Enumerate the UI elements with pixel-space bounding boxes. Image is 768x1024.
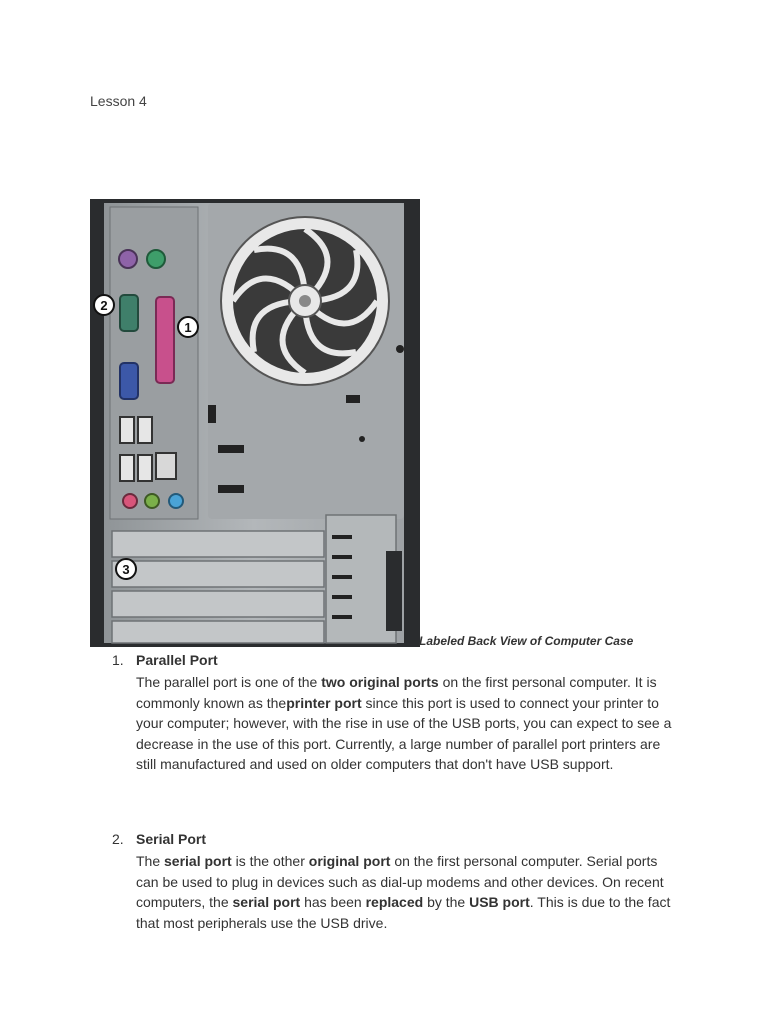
- bold-text: USB port: [469, 894, 530, 910]
- callout-2: [94, 295, 114, 315]
- audio-pink-jack: [123, 494, 137, 508]
- case-slot: [218, 445, 244, 453]
- bold-text: serial port: [164, 853, 232, 869]
- audio-blue-jack: [169, 494, 183, 508]
- page-heading: Lesson 4: [90, 93, 147, 109]
- body-text: on the first personal computer. Serial ports can be used to plug in devices such as dial-up modems and other devices. On recent computers, the: [136, 853, 664, 910]
- figure-caption: Labeled Back View of Computer Case: [419, 634, 634, 648]
- list-item-body: [136, 672, 676, 775]
- body-text: The: [136, 853, 165, 869]
- fan-grille: [221, 217, 389, 385]
- ps2-keyboard-port: [147, 250, 165, 268]
- body-text: by the: [423, 894, 470, 910]
- case-slot: [218, 485, 244, 493]
- bold-text: serial port: [232, 894, 301, 910]
- bold-text: original port: [308, 853, 391, 869]
- body-text: on the first personal computer. It is commonly known as the: [136, 674, 657, 711]
- vga-port: [120, 363, 138, 399]
- bold-text: two original ports: [321, 674, 439, 690]
- case-slot: [346, 395, 360, 403]
- callout-1-label: 1: [184, 320, 192, 335]
- bold-text: printer port: [286, 694, 362, 711]
- callout-1: [178, 317, 198, 337]
- body-text: The parallel port is one of the: [136, 674, 322, 690]
- bold-text: replaced: [365, 894, 424, 910]
- serial-port: [120, 295, 138, 331]
- list-item-number: 1.: [112, 652, 124, 668]
- ps2-mouse-port: [119, 250, 137, 268]
- computer-case-image: [90, 199, 420, 647]
- ethernet-port: [156, 453, 176, 479]
- list-item-title: Serial Port: [136, 831, 207, 847]
- callout-3-label: 3: [122, 562, 130, 577]
- parallel-port: [156, 297, 174, 383]
- usb-port: [138, 417, 152, 443]
- audio-green-jack: [145, 494, 159, 508]
- usb-port: [138, 455, 152, 481]
- list-item-body: [136, 851, 676, 933]
- expansion-slots: [112, 515, 402, 643]
- usb-port: [120, 417, 134, 443]
- case-slot: [208, 405, 216, 423]
- body-text: has been: [300, 894, 366, 910]
- list-item-number: 2.: [112, 831, 124, 847]
- body-text: since this port is used to connect your printer to your computer; however, with the rise in use of the USB ports, you can expect to see a decrease in the use of this port. Currently, a large number of parallel port printers are still manufactured and used on older computers that don't have USB support.: [136, 694, 672, 772]
- callout-2-label: 2: [100, 298, 108, 313]
- usb-port: [120, 455, 134, 481]
- body-text: is the other: [231, 853, 309, 869]
- list-item-title: Parallel Port: [136, 652, 218, 668]
- callout-3: [116, 559, 136, 579]
- body-text: . This is due to the fact that most peripherals use the USB drive.: [136, 894, 671, 931]
